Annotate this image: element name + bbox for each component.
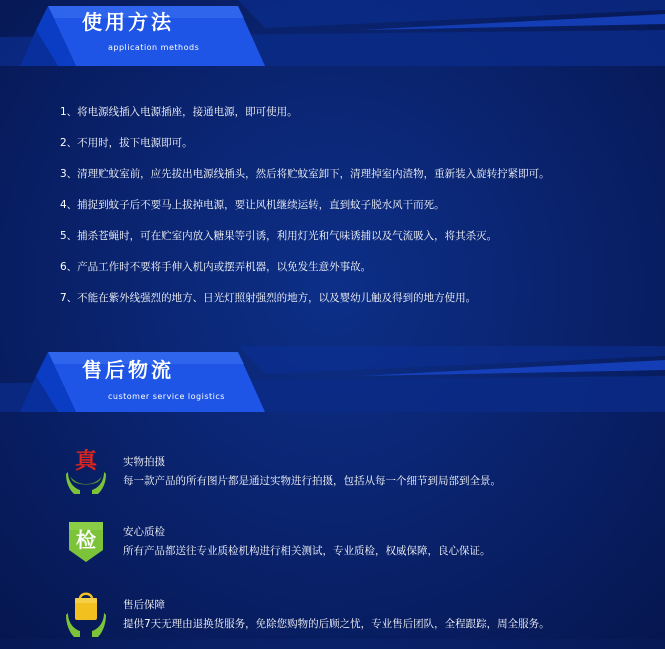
svg-text:真: 真: [74, 449, 98, 474]
real-photo-icon: [66, 446, 106, 494]
feature-description: 每一款产品的所有图片都是通过实物进行拍摄，包括从每一个细节到局部到全景。: [123, 475, 501, 487]
section-banner-usage: [0, 0, 665, 80]
svg-text:检: 检: [76, 528, 96, 552]
list-item: 1、将电源线插入电源插座，接通电源，即可使用。: [60, 106, 298, 118]
list-item: 7、不能在紫外线强烈的地方、日光灯照射强烈的地方，以及婴幼儿触及得到的地方使用。: [60, 292, 477, 304]
feature-after-sales-guarantee: [66, 589, 646, 649]
list-item: 3、清理贮蚊室前，应先拔出电源线插头，然后将贮蚊室卸下，清理掉室内渣物，重新装入旋转拧紧即可。: [60, 168, 550, 180]
section-title: 售后物流: [82, 358, 174, 382]
list-item: 6、产品工作时不要将手伸入机内或摆弄机器，以免发生意外事故。: [60, 261, 372, 273]
usage-steps-list: [60, 104, 550, 321]
feature-title: 安心质检: [123, 526, 165, 538]
list-item: 4、捕捉到蚊子后不要马上拔掉电源，要让风机继续运转，直到蚊子脱水风干而死。: [60, 199, 445, 211]
section-title: 使用方法: [82, 10, 174, 34]
list-item: 5、捕杀苍蝇时，可在贮室内放入糖果等引诱，利用灯光和气味诱捕以及气流吸入，将其杀灭。: [60, 230, 498, 242]
feature-description: 提供7天无理由退换货服务，免除您购物的后顾之忧，专业售后团队，全程跟踪，周全服务。: [123, 618, 550, 630]
feature-title: 实物拍摄: [123, 456, 165, 468]
feature-description: 所有产品都送往专业质检机构进行相关测试，专业质检，权威保障，良心保证。: [123, 545, 491, 557]
feature-quality-check: [66, 516, 646, 576]
feature-real-photo: [66, 446, 646, 506]
list-item: 2、不用时，拔下电源即可。: [60, 137, 193, 149]
section-subtitle: application methods: [108, 43, 200, 52]
feature-title: 售后保障: [123, 599, 165, 611]
shopping-bag-icon: [66, 589, 106, 637]
section-subtitle: customer service logistics: [108, 392, 225, 401]
section-banner-after-sales: [0, 346, 665, 426]
quality-check-icon: [66, 516, 106, 564]
